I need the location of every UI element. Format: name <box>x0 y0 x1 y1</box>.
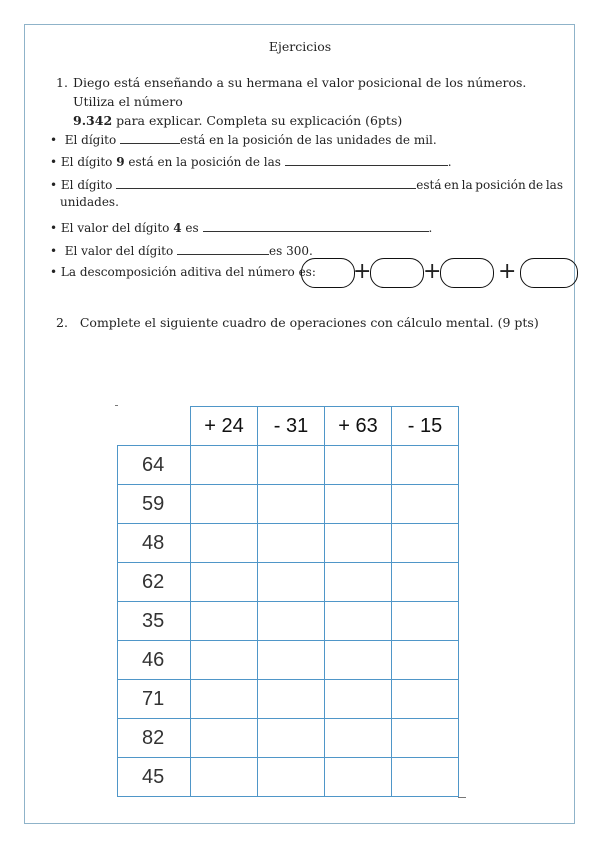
answer-cell[interactable] <box>191 563 258 602</box>
answer-cell[interactable] <box>258 719 325 758</box>
answer-cell[interactable] <box>325 641 392 680</box>
question-1-text-rest: para explicar. Completa su explicación (6pts) <box>112 113 403 128</box>
blank-field[interactable] <box>285 153 448 166</box>
answer-cell[interactable] <box>258 485 325 524</box>
question-2-number: 2. <box>56 315 68 330</box>
answer-box-3[interactable] <box>440 258 494 288</box>
page-title: Ejercicios <box>268 39 332 54</box>
answer-cell[interactable] <box>258 446 325 485</box>
row-label: 64 <box>118 446 191 485</box>
bullet-thousands: • El dígito está en la posición de las unidades de mil. <box>50 133 437 147</box>
answer-cell[interactable] <box>258 563 325 602</box>
question-2-text: Complete el siguiente cuadro de operaciones con cálculo mental. (9 pts) <box>79 315 539 330</box>
table-row <box>118 719 459 758</box>
answer-cell[interactable] <box>258 680 325 719</box>
answer-cell[interactable] <box>258 758 325 797</box>
answer-cell[interactable] <box>191 602 258 641</box>
row-label: 48 <box>118 524 191 563</box>
bullet-additive-decomposition: • La descomposición aditiva del número es: <box>50 265 316 279</box>
blank-field[interactable] <box>116 176 416 189</box>
answer-cell[interactable] <box>191 446 258 485</box>
plus-sign: + <box>423 259 442 284</box>
answer-cell[interactable] <box>325 524 392 563</box>
answer-cell[interactable] <box>258 641 325 680</box>
row-label: 45 <box>118 758 191 797</box>
column-header: + 63 <box>325 407 392 446</box>
blank-field[interactable] <box>120 131 180 144</box>
table-row <box>118 485 459 524</box>
question-1-number: 1. <box>56 75 68 90</box>
answer-cell[interactable] <box>325 602 392 641</box>
table-row <box>118 446 459 485</box>
answer-cell[interactable] <box>191 485 258 524</box>
column-header: - 31 <box>258 407 325 446</box>
answer-cell[interactable] <box>325 719 392 758</box>
answer-cell[interactable] <box>191 524 258 563</box>
answer-box-4[interactable] <box>520 258 578 288</box>
table-row <box>118 524 459 563</box>
question-1 <box>56 73 566 130</box>
answer-box-2[interactable] <box>370 258 424 288</box>
answer-cell[interactable] <box>325 446 392 485</box>
question-1-text: Diego está enseñando a su hermana el valor posicional de los números. Utiliza el número <box>73 75 527 109</box>
row-label: 35 <box>118 602 191 641</box>
answer-cell[interactable] <box>392 485 459 524</box>
answer-cell[interactable] <box>392 680 459 719</box>
answer-cell[interactable] <box>325 485 392 524</box>
answer-cell[interactable] <box>325 680 392 719</box>
table-row <box>118 680 459 719</box>
answer-cell[interactable] <box>325 758 392 797</box>
bullet-value-300: • El valor del dígito es 300. <box>50 244 313 258</box>
row-label: 59 <box>118 485 191 524</box>
bullet-units-digit: • El dígito está en la posición de las unidades. <box>50 178 563 209</box>
question-1-number-value: 9.342 <box>73 113 113 128</box>
row-label: 62 <box>118 563 191 602</box>
table-header-row <box>118 407 459 446</box>
table-row <box>118 758 459 797</box>
plus-sign: + <box>498 259 517 284</box>
answer-cell[interactable] <box>191 641 258 680</box>
operations-table <box>117 406 459 797</box>
answer-cell[interactable] <box>258 602 325 641</box>
blank-field[interactable] <box>203 219 429 232</box>
table-row <box>118 602 459 641</box>
answer-cell[interactable] <box>325 563 392 602</box>
answer-cell[interactable] <box>392 758 459 797</box>
row-label: 82 <box>118 719 191 758</box>
answer-cell[interactable] <box>191 719 258 758</box>
table-corner <box>118 407 191 446</box>
answer-cell[interactable] <box>191 758 258 797</box>
column-header: - 15 <box>392 407 459 446</box>
bullet-digit-4-value: • El valor del dígito 4 es . <box>50 221 433 235</box>
mark <box>458 797 466 798</box>
plus-sign: + <box>353 259 372 284</box>
answer-cell[interactable] <box>258 524 325 563</box>
answer-cell[interactable] <box>392 602 459 641</box>
row-label: 71 <box>118 680 191 719</box>
answer-cell[interactable] <box>191 680 258 719</box>
column-header: + 24 <box>191 407 258 446</box>
answer-cell[interactable] <box>392 446 459 485</box>
answer-box-1[interactable] <box>301 258 355 288</box>
table-row <box>118 641 459 680</box>
answer-cell[interactable] <box>392 719 459 758</box>
answer-cell[interactable] <box>392 641 459 680</box>
answer-cell[interactable] <box>392 524 459 563</box>
row-label: 46 <box>118 641 191 680</box>
question-2 <box>56 315 539 330</box>
answer-cell[interactable] <box>392 563 459 602</box>
table-row <box>118 563 459 602</box>
blank-field[interactable] <box>177 242 269 255</box>
bullet-digit-9: • El dígito 9 está en la posición de las . <box>50 155 452 169</box>
